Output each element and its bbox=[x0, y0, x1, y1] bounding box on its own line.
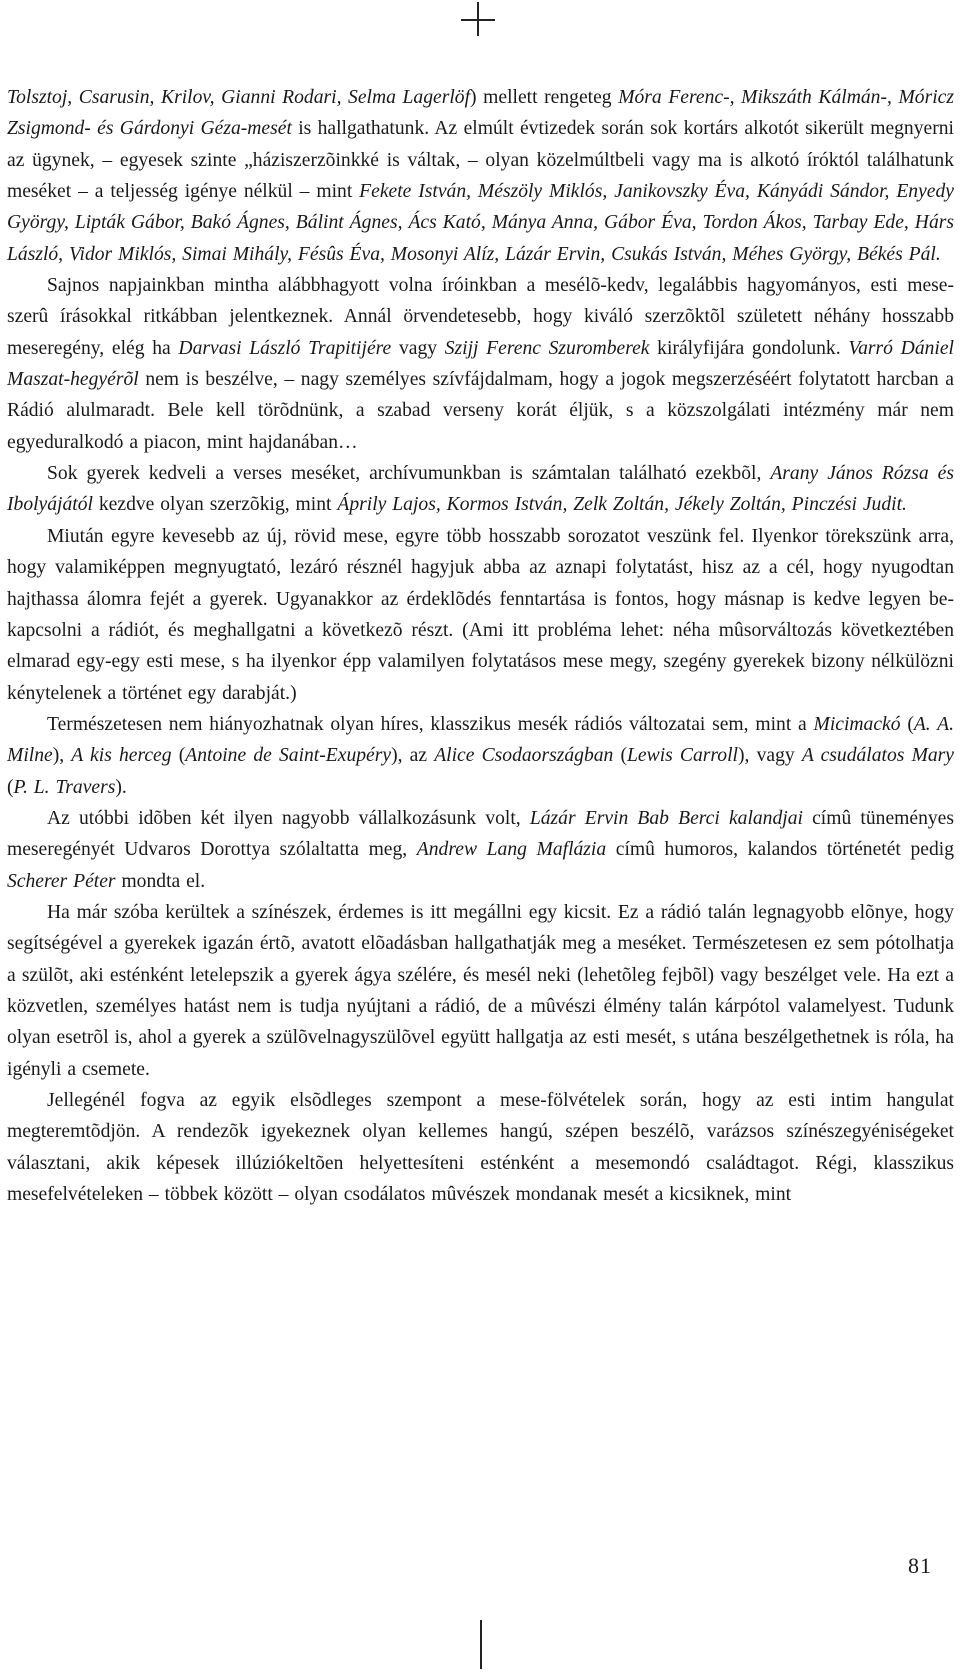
italic-text-run: Micimackó bbox=[813, 713, 901, 735]
text-run: mondta el. bbox=[115, 870, 206, 892]
paragraph bbox=[7, 521, 954, 709]
text-run: Természetesen nem hiányozhatnak olyan híres, klasszikus mesék rádiós változatai sem, mint a bbox=[47, 713, 814, 735]
text-run: ) mellett rengeteg bbox=[470, 87, 619, 108]
crop-mark-bottom bbox=[480, 1620, 482, 1669]
text-run: ), bbox=[52, 745, 72, 767]
paragraph bbox=[7, 897, 954, 1085]
text-run: Az utóbbi idõben két ilyen nagyobb vállalkozásunk volt, bbox=[47, 807, 530, 829]
paragraph bbox=[7, 709, 954, 803]
text-run: címû tüneményes meseregényét Udvaros Dorottya szólaltatta meg, bbox=[7, 807, 955, 861]
italic-text-run: Lewis Carroll bbox=[627, 745, 738, 767]
italic-text-run: Áprily Lajos, Kormos István, Zelk Zoltán, Jékely Zoltán, Pinczési Judit. bbox=[337, 494, 907, 516]
text-run: ( bbox=[900, 713, 914, 735]
paragraph bbox=[7, 458, 954, 521]
text-run: ( bbox=[171, 745, 186, 767]
italic-text-run: Fekete István, Mészöly Miklós, Janikovszky Éva, Kányádi Sándor, Enyedy György, Lipták Gábor, Bakó Ágnes, Bálint Ágnes, Ács Kató, Mánya Anna, Gábor Éva, Tordon Ákos, Tarbay Ede, Hárs László, Vidor Miklós, Simai Mihály, Fésûs Éva, Mosonyi Alíz, Lázár Ervin, Csukás István, Méhes György, Békés Pál. bbox=[7, 181, 954, 265]
paragraph bbox=[7, 270, 954, 458]
text-run: kezdve olyan szerzõkig, mint bbox=[92, 494, 338, 516]
italic-text-run: Szijj Ferenc Szuromberek bbox=[444, 337, 650, 359]
italic-text-run: Arany János Rózsa és Ibolyájától bbox=[7, 463, 954, 516]
text-run: Sajnos napjainkban mintha alábbhagyott volna íróinkban a mesélõ-kedv, legalábbis hagyományos, esti mese-szerû írásokkal ritkábban jelentkeznek. Annál örvendetesebb, hogy kiváló szerzõktõl született néhány hosszabb meseregény, elég ha bbox=[7, 275, 954, 359]
paragraph bbox=[7, 82, 954, 270]
italic-text-run: Tolsztoj, Csarusin, Krilov, Gianni Rodari, Selma Lagerlöf bbox=[7, 87, 471, 108]
text-run: királyfijára gondolunk. bbox=[649, 337, 849, 359]
italic-text-run: Scherer Péter bbox=[7, 870, 116, 892]
text-run: vagy bbox=[391, 337, 445, 359]
italic-text-run: A kis herceg bbox=[71, 745, 172, 767]
text-run: Ha már szóba kerültek a színészek, érdemes is itt megállni egy kicsit. Ez a rádió talán legnagyobb elõnye, hogy segítségével a gyerekek igazán értõ, avatott elõadásban hallgathatják meg a meséket. Természetesen ez sem pótolhatja a szülõt, aki esténként letelepszik a gyerek ágya szélére, és mesél neki (lehetõleg fejbõl) vagy beszélget vele. Ha ezt a közvetlen, személyes hatást nem is tudja nyújtani a rádió, de a mûvészi élmény talán kárpótol valamelyest. Tudunk olyan esetrõl is, ahol a gyerek a szülõvelnagyszülõvel együtt hallgatja az esti mesét, s utána beszélgethetnek is róla, ha igényli a csemete. bbox=[7, 901, 954, 1080]
page-number: 81 bbox=[908, 1553, 932, 1578]
italic-text-run: A. A. Milne bbox=[7, 713, 954, 767]
crop-mark-vertical bbox=[477, 2, 479, 36]
italic-text-run: Alice Csodaországban bbox=[434, 745, 614, 767]
italic-text-run: Lázár Ervin Bab Berci kalandjai bbox=[529, 807, 803, 829]
text-run: ( bbox=[7, 776, 14, 798]
italic-text-run: Antoine de Saint-Exupéry bbox=[185, 745, 392, 767]
italic-text-run: Móra Ferenc-, Mikszáth Kálmán-, Móricz Zsigmond- és Gárdonyi Géza-mesét bbox=[7, 87, 954, 140]
italic-text-run: Andrew Lang Maflázia bbox=[416, 839, 607, 861]
body-text bbox=[7, 82, 954, 1210]
text-run: ), vagy bbox=[738, 745, 802, 767]
text-run: ), az bbox=[391, 745, 435, 767]
paragraph bbox=[7, 1085, 954, 1210]
italic-text-run: Varró Dániel Maszat-hegyérõl bbox=[7, 337, 954, 391]
text-run: Miután egyre kevesebb az új, rövid mese, egyre több hosszabb sorozatot veszünk fel. Ilyenkor törekszünk arra, hogy valamiképpen megnyugtató, lezáró résznél hagyjuk abba az aznapi folytatást, hisz az a cél, hogy nyugodtan hajthassa álomra fejét a gyerek. Ugyanakkor az érdeklõdés fenntartása is fontos, hogy másnap is kedve legyen bekapcsolni a rádiót, és meghallgatni a következõ részt. (Ami itt probléma lehet: néha mûsorváltozás következtében elmarad egy-egy esti mese, s ha ilyenkor épp valamilyen folytatásos mese megy, szegény gyerekek bizony nélkülözni kénytelenek a történet egy darabját.) bbox=[7, 525, 954, 704]
paragraph bbox=[7, 803, 954, 897]
italic-text-run: Darvasi László Trapitijére bbox=[178, 337, 392, 359]
italic-text-run: A csudálatos Mary bbox=[801, 745, 955, 767]
text-run: nem is beszélve, – nagy személyes szívfájdalmam, hogy a jogok megszerzéséért folytatott harcban a Rádió alulmaradt. Bele kell törõdnünk, a szabad verseny korát éljük, s a közszolgálati intézmény már nem egyeduralkodó a piacon, mint hajdanában… bbox=[7, 369, 954, 453]
text-run: Sok gyerek kedveli a verses meséket, archívumunkban is számtalan található ezekbõl, bbox=[47, 463, 771, 485]
text-run: Jellegénél fogva az egyik elsõdleges szempont a mese-fölvételek során, hogy az esti intim hangulat megteremtõdjön. A rendezõk igyekeznek olyan kellemes hangú, szépen beszélõ, varázsos színészegyéniségeket választani, akik képesek illúziókeltõen helyettesíteni esténként a mesemondó családtagot. Régi, klasszikus mesefelvételeken – többek között – olyan csodálatos mûvészek mondanak mesét a kicsiknek, mint bbox=[7, 1090, 954, 1206]
text-run: ( bbox=[613, 745, 628, 767]
text-run: is hallgathatunk. Az elmúlt évtizedek során sok kortárs alkotót sikerült megnyerni az ügynek, – egyesek szinte „háziszerzõinkké is váltak, – olyan közelmúltbeli vagy ma is alkotó íróktól találhatunk meséket – a teljesség igénye nélkül – mint bbox=[7, 118, 954, 203]
text-run: címû humoros, kalandos történetét pedig bbox=[606, 839, 954, 861]
italic-text-run: P. L. Travers bbox=[13, 776, 116, 798]
text-run: ). bbox=[115, 776, 127, 798]
